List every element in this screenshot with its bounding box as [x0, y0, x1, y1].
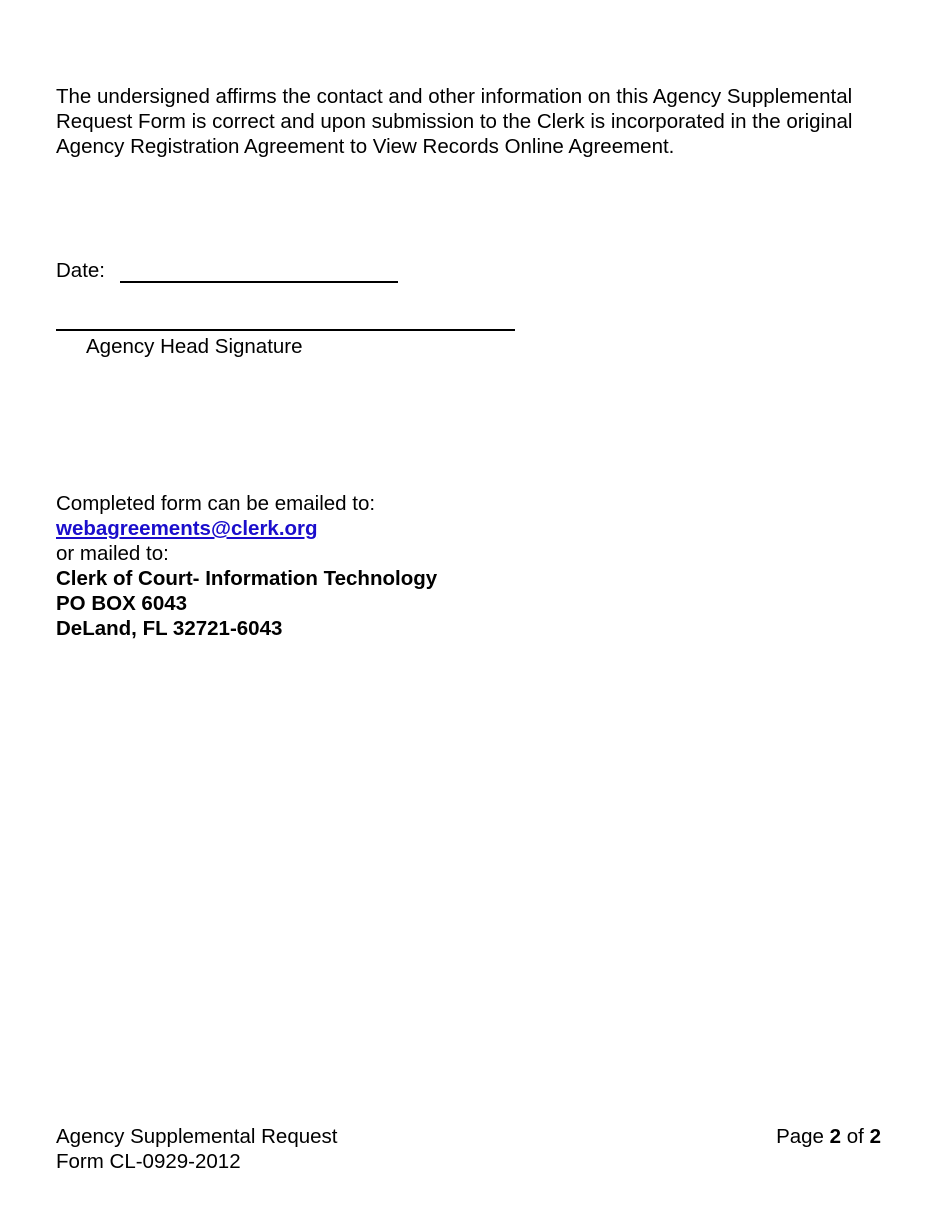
address-line-2: PO BOX 6043 [56, 592, 188, 615]
page-word: Page [776, 1125, 824, 1148]
page-total: 2 [869, 1125, 881, 1148]
mail-intro: or mailed to: [56, 542, 169, 565]
footer-form-info [56, 1124, 338, 1174]
page-current: 2 [829, 1125, 842, 1148]
contact-block [56, 491, 437, 641]
page-of: of [846, 1125, 864, 1148]
page-number [776, 1124, 881, 1149]
signature-label: Agency Head Signature [86, 335, 303, 358]
date-label: Date: [56, 259, 105, 282]
affirmation-paragraph: The undersigned affirms the contact and other information on this Agency Supplemental Request Form is correct and upon submission to the Clerk is incorporated in the original Agency Registration Agreement to View Records Online Agreement. [56, 85, 853, 158]
address-line-1: Clerk of Court- Information Technology [56, 567, 438, 590]
date-field [56, 258, 105, 283]
footer-form-name: Agency Supplemental Request [56, 1125, 338, 1148]
address-line-3: DeLand, FL 32721-6043 [56, 617, 283, 640]
email-intro: Completed form can be emailed to: [56, 492, 376, 515]
signature-line[interactable] [56, 329, 515, 331]
date-input-line[interactable] [120, 281, 398, 283]
footer-form-number: Form CL-0929-2012 [56, 1150, 241, 1173]
email-link[interactable]: webagreements@clerk.org [56, 517, 318, 540]
